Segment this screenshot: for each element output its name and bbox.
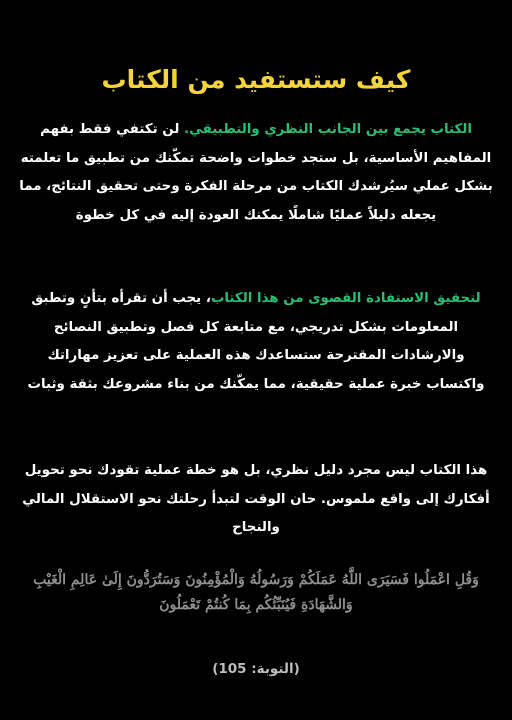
intro-highlight: الكتاب يجمع بين الجانب النظري والتطبيقي. <box>184 122 472 137</box>
page-title: كيف ستستفيد من الكتاب <box>101 65 411 94</box>
usage-text: ، يجب أن تقرأه بتأنٍ وتطبق المعلومات بشكل تدريجي، مع متابعة كل فصل وتطبيق النصائح والارشادات المقترحة ستساعدك هذه العملية على تعزيز مهاراتك واكتساب خبرة عملية حقيقية، مما يمكّنك من بناء مشروعك بثقة وثبات <box>27 291 485 392</box>
closing-paragraph <box>18 457 494 543</box>
usage-paragraph <box>18 285 494 399</box>
intro-text: لن تكتفي فقط بفهم المفاهيم الأساسية، بل ستجد خطوات واضحة تمكّنك من تطبيق ما تعلمته بشكل عملي سيُرشدك الكتاب من مرحلة الفكرة وحتى تحقيق النتائج، مما يجعله دليلاً عمليًا شاملًا يمكنك العودة إليه في كل خطوة <box>19 122 493 223</box>
intro-paragraph <box>18 116 494 230</box>
quran-verse: وَقُلِ اعْمَلُوا فَسَيَرَى اللَّهُ عَمَلَكُمْ وَرَسُولُهُ وَالْمُؤْمِنُونَ وَسَتُرَدُّونَ إِلَىٰ عَالِمِ الْغَيْبِ وَالشَّهَادَةِ فَيُنَبِّئُكُم بِمَا كُنتُمْ تَعْمَلُونَ <box>33 572 479 613</box>
closing-text: هذا الكتاب ليس مجرد دليل نظري، بل هو خطة عملية تقودك نحو تحويل أفكارك إلى واقع ملموس. حان الوقت لتبدأ رحلتك نحو الاستقلال المالي والنجاح <box>22 463 490 535</box>
verse-reference: (التوبة: 105) <box>212 661 300 677</box>
usage-highlight: لتحقيق الاستفادة القصوى من هذا الكتاب <box>210 291 481 306</box>
